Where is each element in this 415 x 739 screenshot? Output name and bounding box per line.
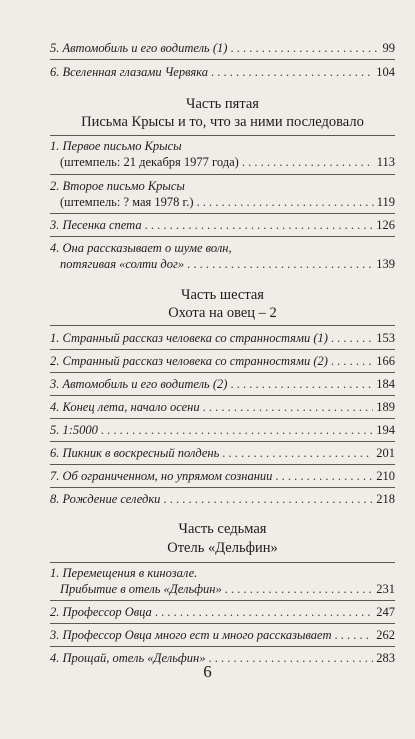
entry-title: Она рассказывает о шуме волн,: [62, 241, 232, 255]
entry-title: Первое письмо Крысы: [62, 139, 182, 153]
entry-subtitle: (штемпель: ? мая 1978 г.): [60, 195, 194, 209]
dot-leader: [203, 399, 374, 415]
dot-leader: [163, 491, 373, 507]
divider: [50, 623, 395, 624]
part-heading: Часть шестая: [181, 287, 264, 303]
entry-number: 2.: [50, 354, 60, 368]
toc-entry: [50, 138, 395, 170]
dot-leader: [275, 468, 373, 484]
entry-title: Странный рассказ человека со странностями (2): [62, 354, 328, 368]
entry-page: 113: [376, 155, 395, 169]
entry-title: Перемещения в кинозале.: [62, 566, 198, 580]
entry-number: 1.: [50, 139, 60, 153]
entry-page: 210: [376, 469, 395, 483]
dot-leader: [145, 217, 374, 233]
entry-number: 4.: [50, 241, 60, 255]
toc-entry: [50, 565, 395, 597]
dot-leader: [155, 604, 373, 620]
entry-number: 6.: [50, 446, 60, 460]
toc-entry: [50, 40, 395, 56]
toc-entry: [50, 399, 395, 415]
entry-number: 5.: [50, 41, 60, 55]
divider: [50, 418, 395, 419]
divider: [50, 174, 395, 175]
divider: [50, 646, 395, 647]
entry-number: 8.: [50, 492, 60, 506]
divider: [50, 325, 395, 326]
dot-leader: [331, 330, 373, 346]
entry-number: 1.: [50, 331, 60, 345]
dot-leader: [197, 194, 374, 210]
entry-page: 139: [376, 257, 395, 271]
dot-leader: [225, 581, 374, 597]
toc-entry: [50, 64, 395, 80]
toc-entry: [50, 376, 395, 392]
toc-entry: [50, 240, 395, 272]
entry-title: Автомобиль и его водитель (1): [62, 41, 228, 55]
toc-entry: [50, 445, 395, 461]
entry-number: 2.: [50, 605, 60, 619]
entry-title: Автомобиль и его водитель (2): [62, 377, 228, 391]
entry-subtitle: Прибытие в отель «Дельфин»: [60, 582, 222, 596]
page-number: 6: [203, 662, 212, 681]
divider: [50, 372, 395, 373]
entry-page: 104: [376, 65, 395, 79]
entry-subtitle: потягивая «солти дог»: [60, 257, 185, 271]
entry-number: 4.: [50, 651, 60, 665]
divider: [50, 349, 395, 350]
toc-entry: [50, 491, 395, 507]
entry-page: 194: [376, 423, 395, 437]
entry-page: 119: [376, 195, 395, 209]
entry-page: 184: [376, 377, 395, 391]
entry-number: 6.: [50, 65, 60, 79]
divider: [50, 135, 395, 136]
entry-page: 283: [376, 651, 395, 665]
entry-page: 231: [376, 582, 395, 596]
toc-entry: [50, 217, 395, 233]
toc-entry: [50, 178, 395, 210]
divider: [50, 600, 395, 601]
entry-title: Об ограниченном, но упрямом сознании: [62, 469, 273, 483]
dot-leader: [242, 154, 374, 170]
part-subtitle: Письма Крысы и то, что за ними последовало: [81, 114, 364, 130]
dot-leader: [187, 256, 373, 272]
entry-number: 7.: [50, 469, 60, 483]
entry-number: 3.: [50, 377, 60, 391]
entry-title: Профессор Овца: [62, 605, 152, 619]
entry-page: 201: [376, 446, 395, 460]
entry-title: Прощай, отель «Дельфин»: [62, 651, 206, 665]
divider: [50, 441, 395, 442]
divider: [50, 464, 395, 465]
entry-page: 99: [382, 41, 395, 55]
entry-page: 247: [376, 605, 395, 619]
toc-entry: [50, 353, 395, 369]
entry-page: 262: [376, 628, 395, 642]
divider: [50, 59, 395, 60]
dot-leader: [211, 64, 373, 80]
entry-title: Вселенная глазами Червяка: [62, 65, 208, 79]
entry-title: Песенка спета: [62, 218, 142, 232]
entry-title: Пикник в воскресный полдень: [62, 446, 220, 460]
entry-subtitle: (штемпель: 21 декабря 1977 года): [60, 155, 239, 169]
toc-entry: [50, 604, 395, 620]
entry-title: Странный рассказ человека со странностями (1): [62, 331, 328, 345]
entry-title: Профессор Овца много ест и много рассказывает: [62, 628, 332, 642]
entry-page: 218: [376, 492, 395, 506]
toc-entry: [50, 422, 395, 438]
entry-page: 166: [376, 354, 395, 368]
entry-title: Конец лета, начало осени: [62, 400, 200, 414]
dot-leader: [222, 445, 373, 461]
dot-leader: [101, 422, 373, 438]
part-subtitle: Отель «Дельфин»: [167, 540, 278, 556]
entry-number: 5.: [50, 423, 60, 437]
dot-leader: [230, 376, 373, 392]
entry-page: 153: [376, 331, 395, 345]
toc-entry: [50, 330, 395, 346]
divider: [50, 487, 395, 488]
entry-page: 126: [376, 218, 395, 232]
toc-entry: [50, 627, 395, 643]
entry-number: 3.: [50, 218, 60, 232]
entry-title: Рождение селедки: [62, 492, 161, 506]
divider: [50, 395, 395, 396]
entry-number: 1.: [50, 566, 60, 580]
divider: [50, 213, 395, 214]
divider: [50, 562, 395, 563]
part-heading: Часть седьмая: [178, 521, 267, 537]
entry-number: 4.: [50, 400, 60, 414]
entry-page: 189: [376, 400, 395, 414]
part-heading: Часть пятая: [186, 96, 259, 112]
divider: [50, 236, 395, 237]
dot-leader: [230, 40, 379, 56]
toc-entry: [50, 468, 395, 484]
dot-leader: [331, 353, 373, 369]
entry-number: 3.: [50, 628, 60, 642]
dot-leader: [334, 627, 373, 643]
entry-number: 2.: [50, 179, 60, 193]
entry-title: 1:5000: [62, 423, 98, 437]
entry-title: Второе письмо Крысы: [62, 179, 185, 193]
part-subtitle: Охота на овец – 2: [168, 305, 277, 321]
